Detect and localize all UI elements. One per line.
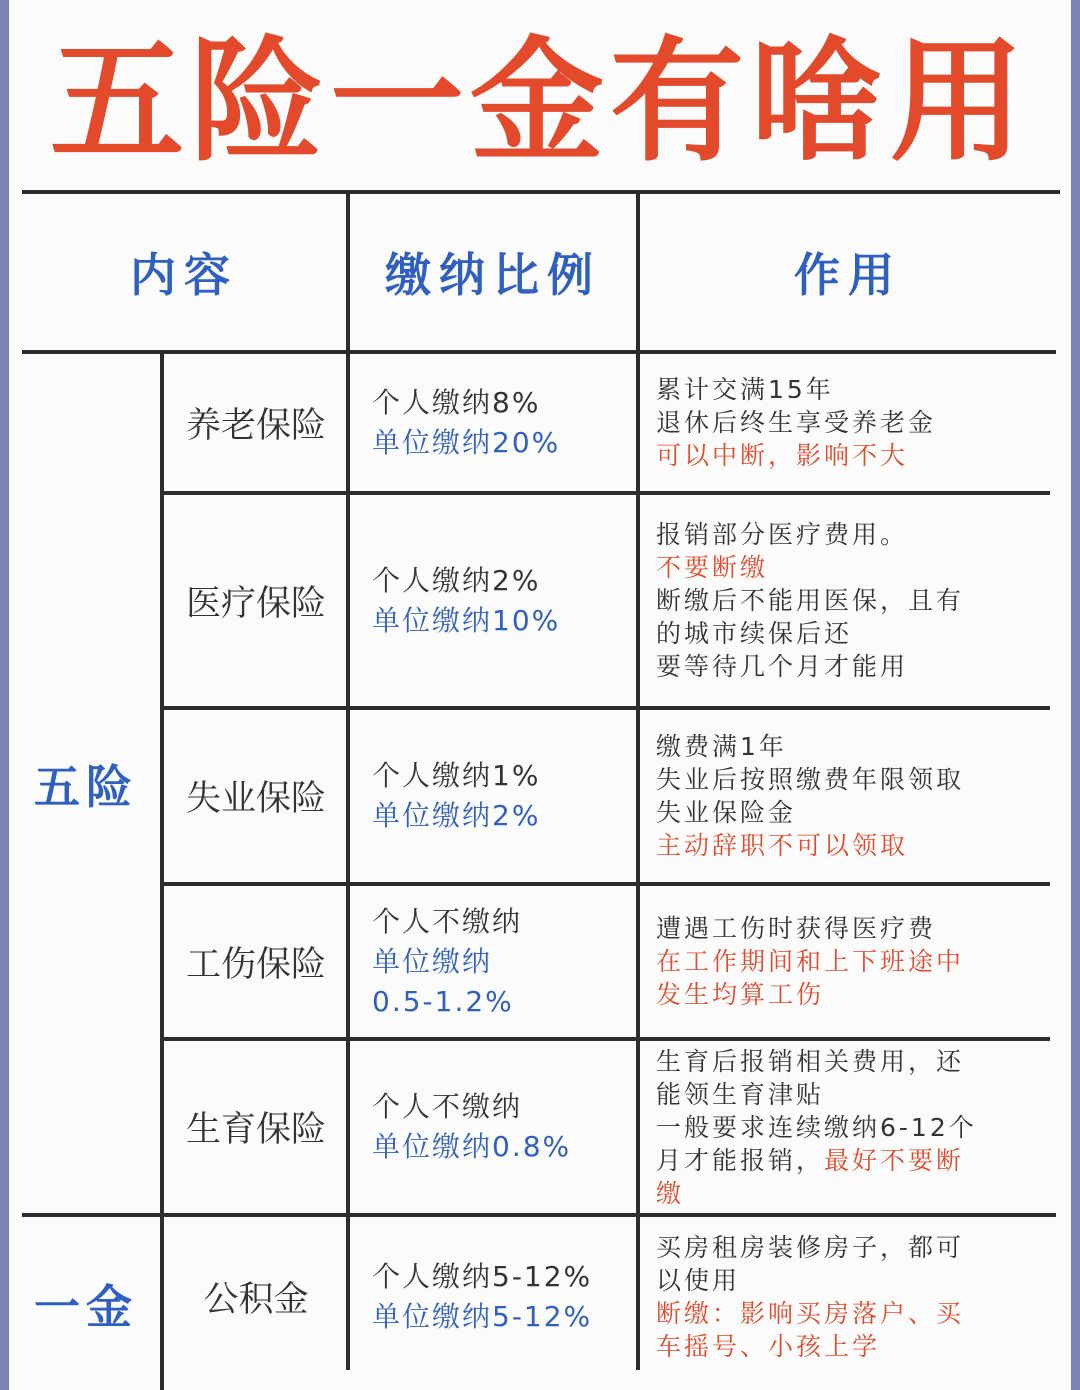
effect-line-highlight: 断缴：影响买房落户、买 xyxy=(656,1299,965,1328)
effect-line: 的城市续保后还 xyxy=(656,619,853,648)
ratio-cell xyxy=(352,1217,638,1377)
effect-line-highlight: 在工作期间和上下班途中 xyxy=(656,947,965,976)
effect-line-highlight: 主动辞职不可以领取 xyxy=(656,831,909,860)
effect-line: 缴费满1年 xyxy=(656,732,787,761)
unit-ratio: 单位缴纳20% xyxy=(372,425,561,459)
effect-cell xyxy=(656,710,1036,882)
effect-line: 一般要求连续缴纳6-12个 xyxy=(656,1112,977,1142)
effect-line: 生育后报销相关费用，还 xyxy=(656,1046,965,1076)
ratio-cell xyxy=(352,710,638,882)
row-name: 工伤保险 xyxy=(185,944,326,985)
header-effect: 作用 xyxy=(794,248,902,302)
effect-line-highlight: 缴 xyxy=(656,1178,685,1208)
unit-ratio: 单位缴纳0.8% xyxy=(372,1130,572,1163)
row-name: 养老保险 xyxy=(185,405,326,446)
unit-ratio: 单位缴纳2% xyxy=(372,799,541,832)
row-name: 医疗保险 xyxy=(185,583,326,624)
ratio-cell xyxy=(352,1041,638,1213)
ratio-cell xyxy=(352,354,638,491)
effect-line-highlight: 最好不要断 xyxy=(824,1145,965,1175)
effect-cell xyxy=(656,495,1036,706)
ratio-cell xyxy=(352,886,638,1037)
effect-line-highlight: 可以中断，影响不大 xyxy=(656,441,909,470)
effect-line: 遭遇工伤时获得医疗费 xyxy=(656,914,937,943)
effect-line-highlight: 车摇号、小孩上学 xyxy=(656,1332,881,1361)
personal-ratio: 个人不缴纳 xyxy=(372,1090,523,1123)
effect-line: 买房租房装修房子，都可 xyxy=(656,1233,965,1262)
row-name: 公积金 xyxy=(203,1280,309,1320)
effect-line: 以使用 xyxy=(656,1266,741,1295)
effect-line: 要等待几个月才能用 xyxy=(656,652,909,681)
unit-ratio: 单位缴纳 xyxy=(372,944,493,978)
unit-ratio-range: 0.5-1.2% xyxy=(372,984,514,1018)
effect-line: 累计交满15年 xyxy=(656,375,834,404)
effect-line: 能领生育津贴 xyxy=(656,1079,825,1109)
page-title: 五险一金有啥用 xyxy=(49,24,1030,180)
group-five-insurances: 五险 xyxy=(34,759,138,814)
effect-line-highlight: 发生均算工伤 xyxy=(656,980,825,1009)
ratio-cell xyxy=(352,495,638,706)
header-content: 内容 xyxy=(130,248,238,302)
effect-cell xyxy=(656,1217,1036,1377)
unit-ratio: 单位缴纳5-12% xyxy=(372,1300,593,1333)
personal-ratio: 个人不缴纳 xyxy=(372,904,523,938)
personal-ratio: 个人缴纳2% xyxy=(372,563,541,597)
effect-line: 断缴后不能用医保，且有 xyxy=(656,586,965,615)
personal-ratio: 个人缴纳1% xyxy=(372,759,541,792)
personal-ratio: 个人缴纳8% xyxy=(372,385,541,419)
header-ratio: 缴纳比例 xyxy=(385,248,601,302)
effect-line: 报销部分医疗费用。 xyxy=(656,520,909,549)
effect-cell xyxy=(656,354,1036,491)
group-one-fund: 一金 xyxy=(34,1279,138,1334)
unit-ratio: 单位缴纳10% xyxy=(372,603,561,637)
effect-line: 失业后按照缴费年限领取 xyxy=(656,765,965,794)
row-name: 生育保险 xyxy=(185,1110,326,1150)
effect-line-text: 月才能报销， xyxy=(656,1145,825,1175)
row-name: 失业保险 xyxy=(185,779,326,819)
effect-line: 失业保险金 xyxy=(656,798,797,827)
personal-ratio: 个人缴纳5-12% xyxy=(372,1260,593,1293)
effect-cell xyxy=(656,1041,1036,1213)
right-frame-border xyxy=(1071,0,1080,1390)
left-frame-border xyxy=(0,0,9,1390)
effect-line: 退休后终生享受养老金 xyxy=(656,408,937,437)
effect-line-mixed xyxy=(656,1144,1036,1177)
effect-cell xyxy=(656,886,1036,1037)
effect-line-highlight: 不要断缴 xyxy=(656,553,769,582)
